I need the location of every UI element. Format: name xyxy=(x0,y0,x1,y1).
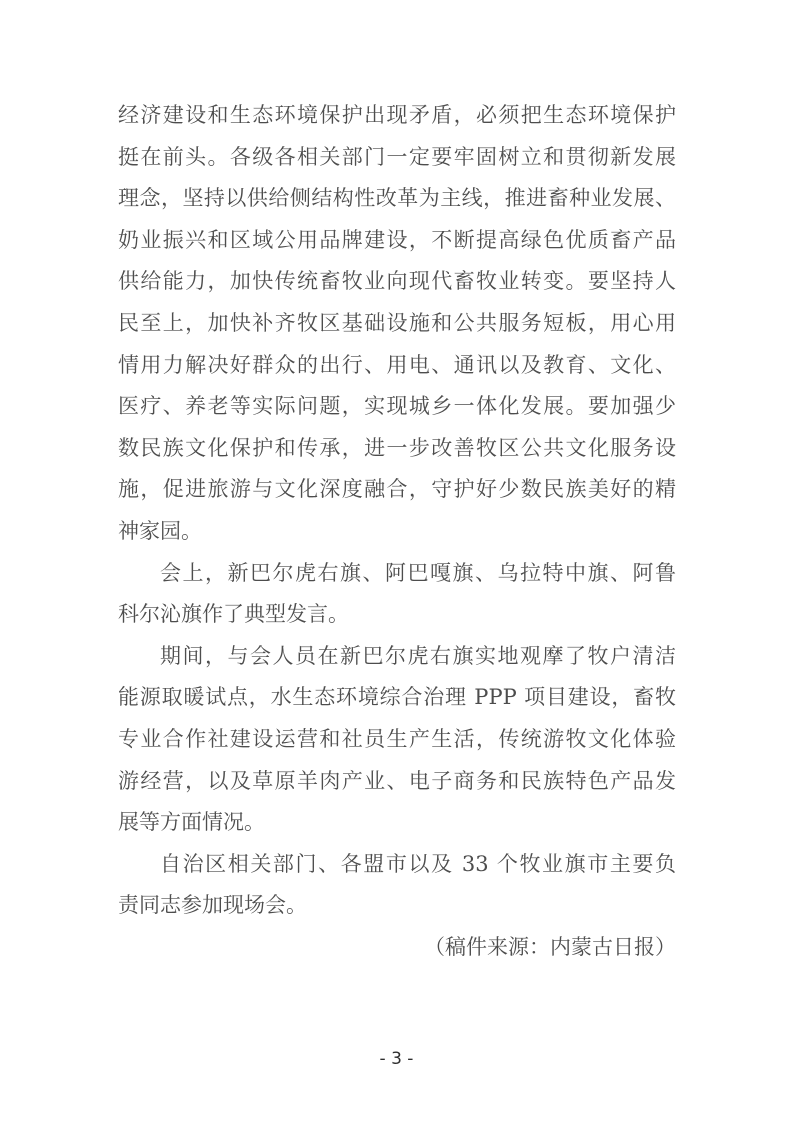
text-line: 挺在前头。各级各相关部门一定要牢固树立和贯彻新发展 xyxy=(118,144,676,169)
text-line: 奶业振兴和区域公用品牌建设，不断提高绿色优质畜产品 xyxy=(118,227,676,252)
text-block xyxy=(118,95,676,968)
text-line: 供给能力，加快传统畜牧业向现代畜牧业转变。要坚持人 xyxy=(118,269,676,294)
source-attribution: （稿件来源：内蒙古日报） xyxy=(424,934,676,959)
text-line: 期间，与会人员在新巴尔虎右旗实地观摩了牧户清洁 xyxy=(160,643,676,668)
text-line: 理念，坚持以供给侧结构性改革为主线，推进畜种业发展、 xyxy=(118,186,676,211)
text-line: 专业合作社建设运营和社员生产生活，传统游牧文化体验 xyxy=(118,726,676,751)
text-line: 能源取暖试点，水生态环境综合治理 PPP 项目建设，畜牧 xyxy=(118,685,676,710)
text-line: 施，促进旅游与文化深度融合，守护好少数民族美好的精 xyxy=(118,477,676,502)
text-line: 经济建设和生态环境保护出现矛盾，必须把生态环境保护 xyxy=(118,103,676,127)
page-number: - 3 - xyxy=(379,1049,414,1069)
text-line: 展等方面情况。 xyxy=(118,810,265,835)
text-line: 责同志参加现场会。 xyxy=(118,893,307,918)
text-line: 会上，新巴尔虎右旗、阿巴嘎旗、乌拉特中旗、阿鲁 xyxy=(160,560,676,585)
text-line: 医疗、养老等实际问题，实现城乡一体化发展。要加强少 xyxy=(118,394,676,419)
text-line: 科尔沁旗作了典型发言。 xyxy=(118,602,349,627)
paragraphs-container xyxy=(118,95,676,927)
text-line: 情用力解决好群众的出行、用电、通讯以及教育、文化、 xyxy=(118,352,676,377)
text-line: 民至上，加快补齐牧区基础设施和公共服务短板，用心用 xyxy=(118,310,676,335)
text-line: 神家园。 xyxy=(118,518,202,543)
text-line: 数民族文化保护和传承，进一步改善牧区公共文化服务设 xyxy=(118,435,676,460)
text-line: 自治区相关部门、各盟市以及 33 个牧业旗市主要负 xyxy=(160,851,676,876)
text-line: 游经营，以及草原羊肉产业、电子商务和民族特色产品发 xyxy=(118,768,676,793)
